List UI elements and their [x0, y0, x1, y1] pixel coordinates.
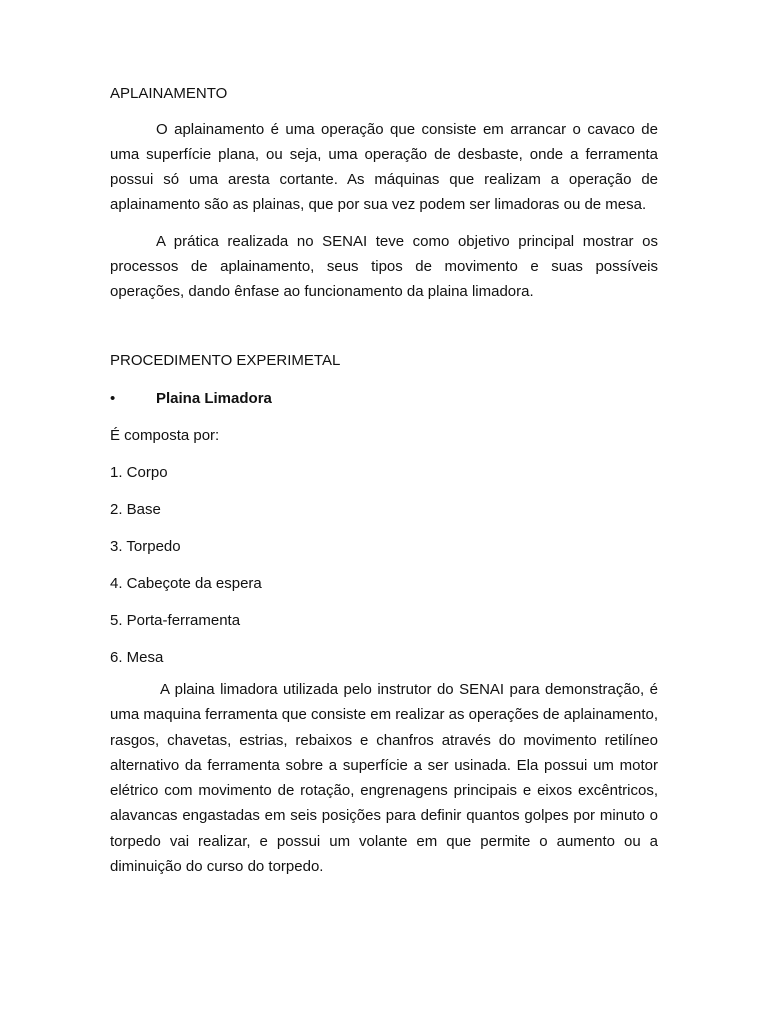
list-item: 1. Corpo: [110, 464, 168, 481]
bullet-label: Plaina Limadora: [156, 390, 272, 407]
list-item: 2. Base: [110, 501, 161, 518]
paragraph-objective: A prática realizada no SENAI teve como objetivo principal mostrar os processos de aplainamento, seus tipos de movimento e suas possíveis operações, dando ênfase ao funcionamento da plaina limadora.: [110, 233, 658, 300]
composed-by-label: É composta por:: [110, 427, 220, 444]
list-item: 3. Torpedo: [110, 538, 181, 555]
paragraph-intro: O aplainamento é uma operação que consiste em arrancar o cavaco de uma superfície plana, ou seja, uma operação de desbaste, onde a ferramenta possui só uma aresta cortante. As máquinas que realizam a operação de aplainamento são as plainas, que por sua vez podem ser limadoras ou de mesa.: [110, 121, 658, 213]
bullet-icon: •: [110, 390, 116, 407]
list-item: 6. Mesa: [110, 649, 164, 666]
list-item: 5. Porta-ferramenta: [110, 612, 241, 629]
section-title-procedimento: PROCEDIMENTO EXPERIMETAL: [110, 352, 341, 369]
paragraph-description: A plaina limadora utilizada pelo instrutor do SENAI para demonstração, é uma maquina ferramenta que consiste em realizar as operações de aplainamento, rasgos, chavetas, estrias, rebaixos e chanfros através do movimento retilíneo alternativo da ferramenta sobre a superfície a ser usinada. Ela possui um motor elétrico com movimento de rotação, engrenagens principais e eixos excêntricos, alavancas engastadas em seis posições para definir quantos golpes por minuto o torpedo vai realizar, e possui um volante em que permite o aumento ou a diminuição do curso do torpedo.: [110, 681, 658, 876]
list-item: 4. Cabeçote da espera: [110, 575, 262, 592]
bullet-item: [110, 389, 658, 409]
parts-list: [110, 463, 658, 668]
document-body: [110, 84, 658, 879]
section-title-aplainamento: APLAINAMENTO: [110, 85, 228, 102]
